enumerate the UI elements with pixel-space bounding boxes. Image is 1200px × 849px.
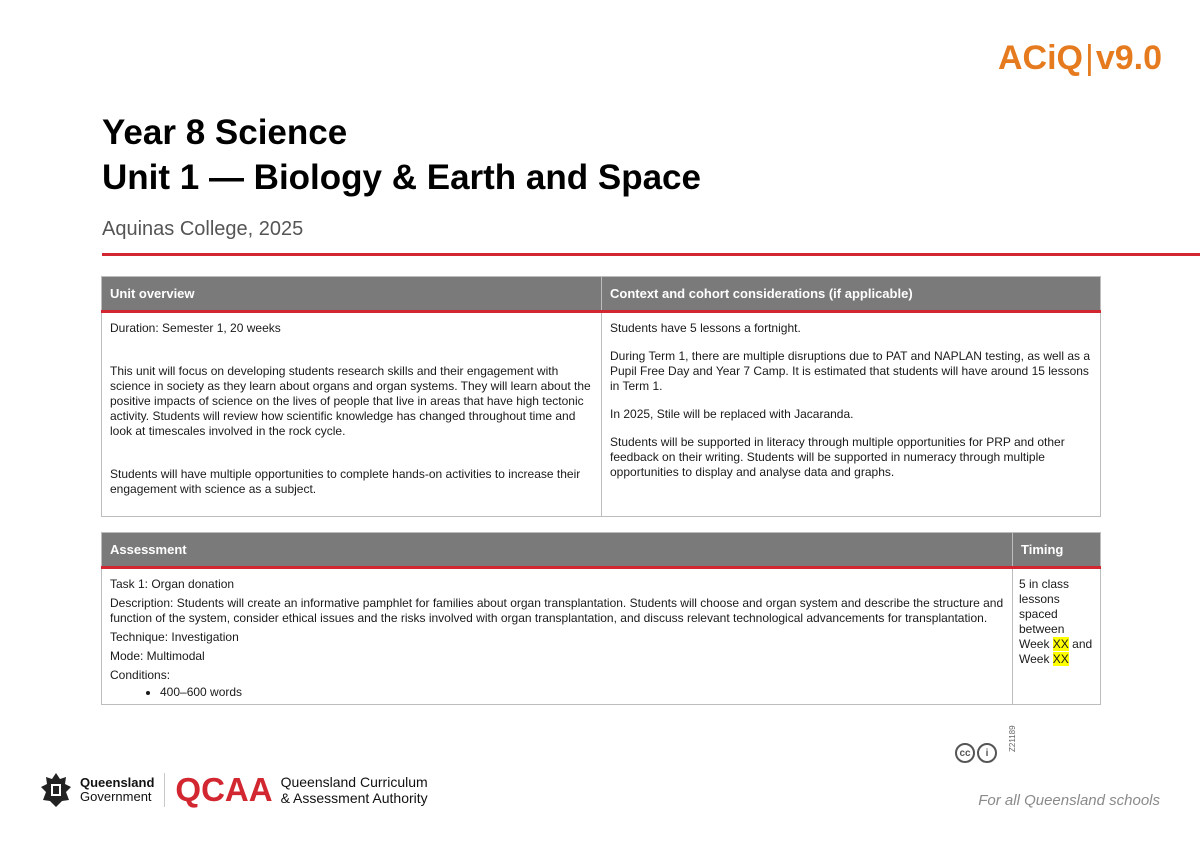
qcaa-name-line-2: & Assessment Authority [280, 790, 428, 806]
page-title [102, 110, 701, 200]
overview-focus: This unit will focus on developing students research skills and their engagement with science in society as they learn about organs and organ systems. They will learn about the positive impacts of science on the lives of people that live in areas that have high tectonic activity. Students will review how scientific knowledge has changed throughout time and look at timescales involved in the rock cycle. [110, 364, 591, 438]
qcaa-logo: QCAA [175, 771, 273, 808]
gov-line-2: Government [80, 789, 152, 804]
assessment-cell [102, 568, 1013, 705]
brand-version: v9.0 [1095, 39, 1162, 77]
unit-overview-cell [102, 312, 602, 517]
timing-text-2: and Week [1019, 637, 1093, 666]
page-subtitle: Aquinas College, 2025 [102, 218, 304, 240]
qcaa-name [281, 774, 428, 806]
task-description: Description: Students will create an informative pamphlet for families about organ transplantation. Students will choose and organ system and describe the structure and function of the system, consider ethical issues and the risks involved with organ transplantation, and discuss relevant technological advancements for transplantation. [110, 596, 1004, 625]
context-lessons: Students have 5 lessons a fortnight. [610, 321, 801, 335]
timing-placeholder-1: XX [1052, 637, 1069, 651]
cc-icon: cc [955, 743, 975, 763]
gov-line-1: Queensland [80, 775, 155, 790]
task-mode: Mode: Multimodal [110, 649, 205, 663]
context-cell [602, 312, 1101, 517]
queensland-crest-icon [38, 770, 74, 810]
brand-main: ACiQ [997, 39, 1083, 77]
context-support: Students will be supported in literacy through multiple opportunities for PRP and other feedback on their writing. Students will be supported in numeracy through multiple opportunities to display and analyse data and graphs. [610, 435, 1065, 479]
title-line-1: Year 8 Science [102, 113, 348, 152]
assessment-table [101, 532, 1101, 705]
overview-handson: Students will have multiple opportunities to complete hands-on activities to increase their engagement with science as a subject. [110, 467, 581, 496]
conditions-list [110, 685, 1004, 700]
overview-duration: Duration: Semester 1, 20 weeks [110, 321, 281, 335]
timing-placeholder-2: XX [1052, 652, 1069, 666]
assessment-header: Assessment [102, 533, 1013, 568]
task-conditions-label: Conditions: [110, 668, 171, 682]
unit-overview-header: Unit overview [102, 277, 602, 312]
document-code: Z21189 [1008, 725, 1017, 752]
condition-item: • 400–600 words [160, 685, 1004, 700]
context-stile: In 2025, Stile will be replaced with Jacaranda. [610, 407, 854, 421]
footer-logos [38, 770, 428, 810]
creative-commons-badge [955, 743, 997, 763]
context-header: Context and cohort considerations (if applicable) [602, 277, 1101, 312]
timing-header: Timing [1013, 533, 1101, 568]
attribution-icon: i [977, 743, 997, 763]
timing-text-1: 5 in class lessons spaced between Week [1019, 577, 1070, 651]
title-divider [102, 253, 1200, 256]
unit-overview-table [101, 276, 1101, 517]
aciq-logo [998, 38, 1162, 78]
footer-divider [164, 773, 165, 807]
task-title: Task 1: Organ donation [110, 577, 235, 591]
brand-separator: | [1084, 39, 1094, 77]
title-line-2: Unit 1 — Biology & Earth and Space [102, 158, 701, 197]
task-technique: Technique: Investigation [110, 630, 239, 644]
qcaa-name-line-1: Queensland Curriculum [280, 774, 428, 790]
queensland-government-logo [80, 776, 154, 804]
context-disruptions: During Term 1, there are multiple disruptions due to PAT and NAPLAN testing, as well as a Pupil Free Day and Year 7 Camp. It is estimated that students will have around 15 lessons in Term 1. [610, 349, 1091, 393]
timing-cell [1013, 568, 1101, 705]
footer-tagline: For all Queensland schools [978, 792, 1160, 809]
